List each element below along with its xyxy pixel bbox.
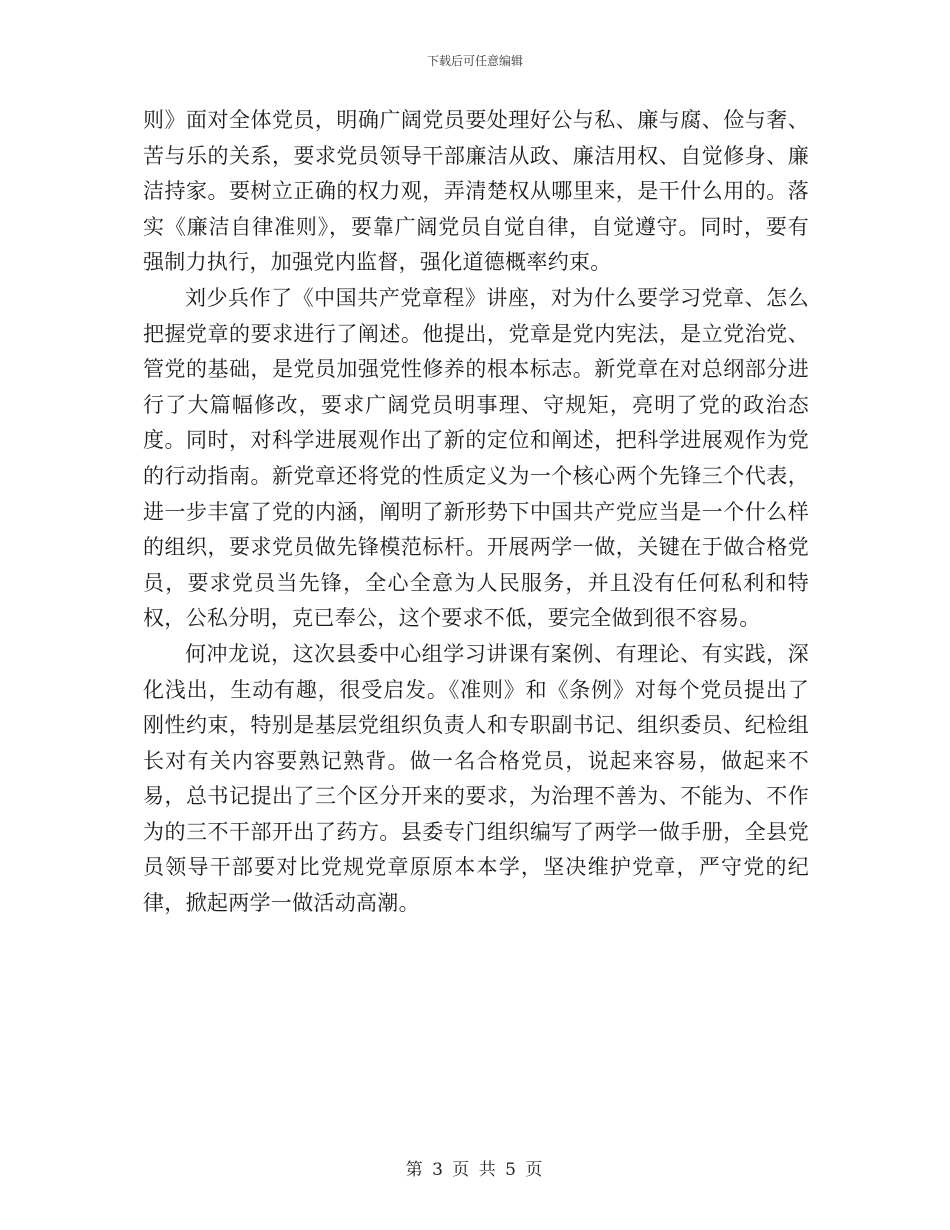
paragraph-continued: 则》面对全体党员，明确广阔党员要处理好公与私、廉与腐、俭与奢、苦与乐的关系，要求党员领导干部廉洁从政、廉洁用权、自觉修身、廉洁持家。要树立正确的权力观，弄清楚权从哪里来，是干什么用的。落实《廉洁自律准则》，要靠广阔党员自觉自律，自觉遵守。同时，要有强制力执行，加强党内监督，强化道德概率约束。 [143, 108, 809, 275]
paragraph-closing-remarks: 何冲龙说，这次县委中心组学习讲课有案例、有理论、有实践，深化浅出，生动有趣，很受启发。《准则》和《条例》对每个党员提出了刚性约束，特别是基层党组织负责人和专职副书记、组织委员、纪检组长对有关内容要熟记熟背。做一名合格党员，说起来容易，做起来不易，总书记提出了三个区分开来的要求，为治理不善为、不能为、不作为的三不干部开出了药方。县委专门组织编写了两学一做手册，全县党员领导干部要对比党规党章原原本本学，坚决维护党章，严守党的纪律，掀起两学一做活动高潮。 [143, 641, 809, 916]
document-body [143, 103, 809, 922]
page-number: 第 3 页 共 5 页 [405, 1160, 545, 1180]
page-header: 下载后可任意编辑 [426, 54, 523, 68]
paragraph-party-constitution-lecture: 刘少兵作了《中国共产党章程》讲座，对为什么要学习党章、怎么把握党章的要求进行了阐述。他提出，党章是党内宪法，是立党治党、管党的基础，是党员加强党性修养的根本标志。新党章在对总纲部分进行了大篇幅修改，要求广阔党员明事理、守规矩，亮明了党的政治态度。同时，对科学进展观作出了新的定位和阐述，把科学进展观作为党的行动指南。新党章还将党的性质定义为一个核心两个先锋三个代表，进一步丰富了党的内涵，阐明了新形势下中国共产党应当是一个什么样的组织，要求党员做先锋模范标杆。开展两学一做，关键在于做合格党员，要求党员当先锋，全心全意为人民服务，并且没有任何私利和特权，公私分明，克已奉公，这个要求不低，要完全做到很不容易。 [143, 285, 809, 631]
